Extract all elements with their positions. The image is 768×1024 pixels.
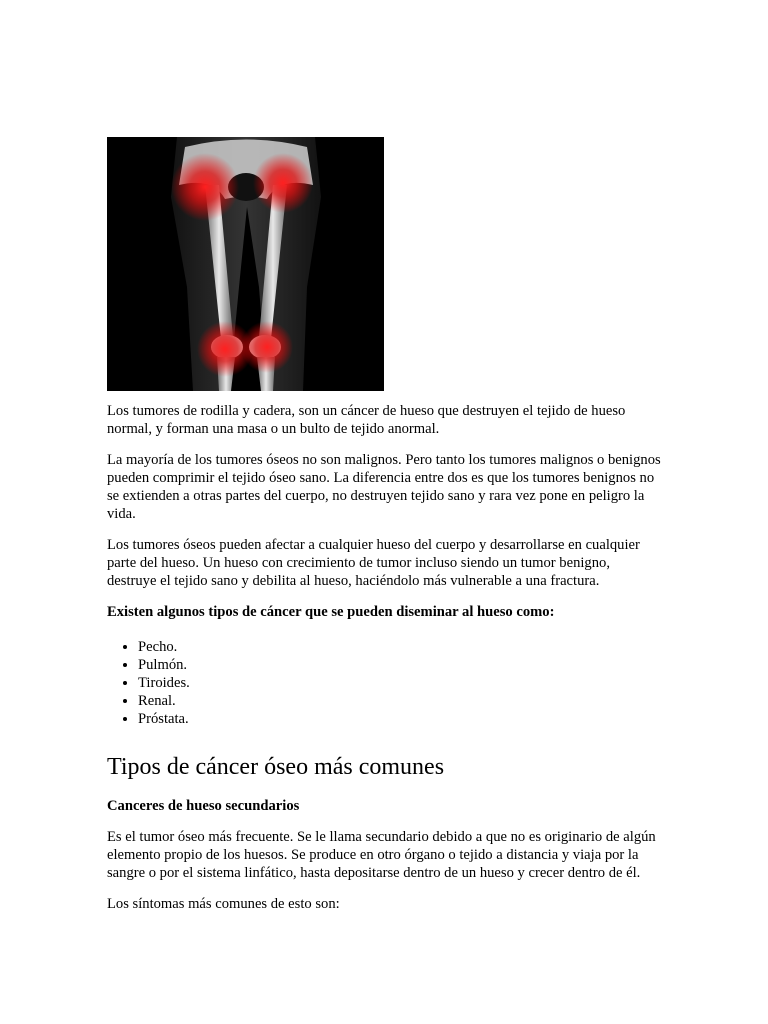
- affect-paragraph: Los tumores óseos pueden afectar a cualquier hueso del cuerpo y desarrollarse en cualquier parte del hueso. Un hueso con crecimiento de tumor incluso siendo un tumor benigno, destruye el tejido sano y debilita al hueso, haciéndolo más vulnerable a una fractura.: [107, 537, 640, 589]
- section-subtitle: Canceres de hueso secundarios: [107, 798, 300, 814]
- list-item: • Próstata.: [138, 710, 663, 728]
- section-title: Tipos de cáncer óseo más comunes: [107, 754, 445, 780]
- list-item: • Pecho.: [138, 638, 663, 656]
- intro-paragraph: Los tumores de rodilla y cadera, son un cáncer de hueso que destruyen el tejido de hueso normal, y forman una masa o un bulto de tejido anormal.: [107, 403, 626, 437]
- secondary-paragraph: Es el tumor óseo más frecuente. Se le llama secundario debido a que no es originario de algún elemento propio de los huesos. Se produce en otro órgano o tejido a distancia y viaja por la sangre o por el sistema linfático, hasta depositarse dentro de un hueso y crecer dentro de él.: [107, 829, 656, 881]
- list-item: • Renal.: [138, 692, 663, 710]
- benign-paragraph: La mayoría de los tumores óseos no son malignos. Pero tanto los tumores malignos o benignos pueden comprimir el tejido óseo sano. La diferencia entre dos es que los tumores benignos no se extienden a otras partes del cuerpo, no destruyen tejido sano y rara vez pone en peligro la vida.: [107, 452, 661, 522]
- document-page: [107, 137, 663, 913]
- list-item: • Tiroides.: [138, 674, 663, 692]
- xray-legs-hip-knee-image: [107, 137, 384, 391]
- list-item: • Pulmón.: [138, 656, 663, 674]
- spread-heading: Existen algunos tipos de cáncer que se pueden diseminar al hueso como:: [107, 604, 555, 620]
- xray-illustration: [107, 137, 384, 391]
- cancer-list: [107, 638, 663, 728]
- symptoms-paragraph: Los síntomas más comunes de esto son:: [107, 896, 340, 912]
